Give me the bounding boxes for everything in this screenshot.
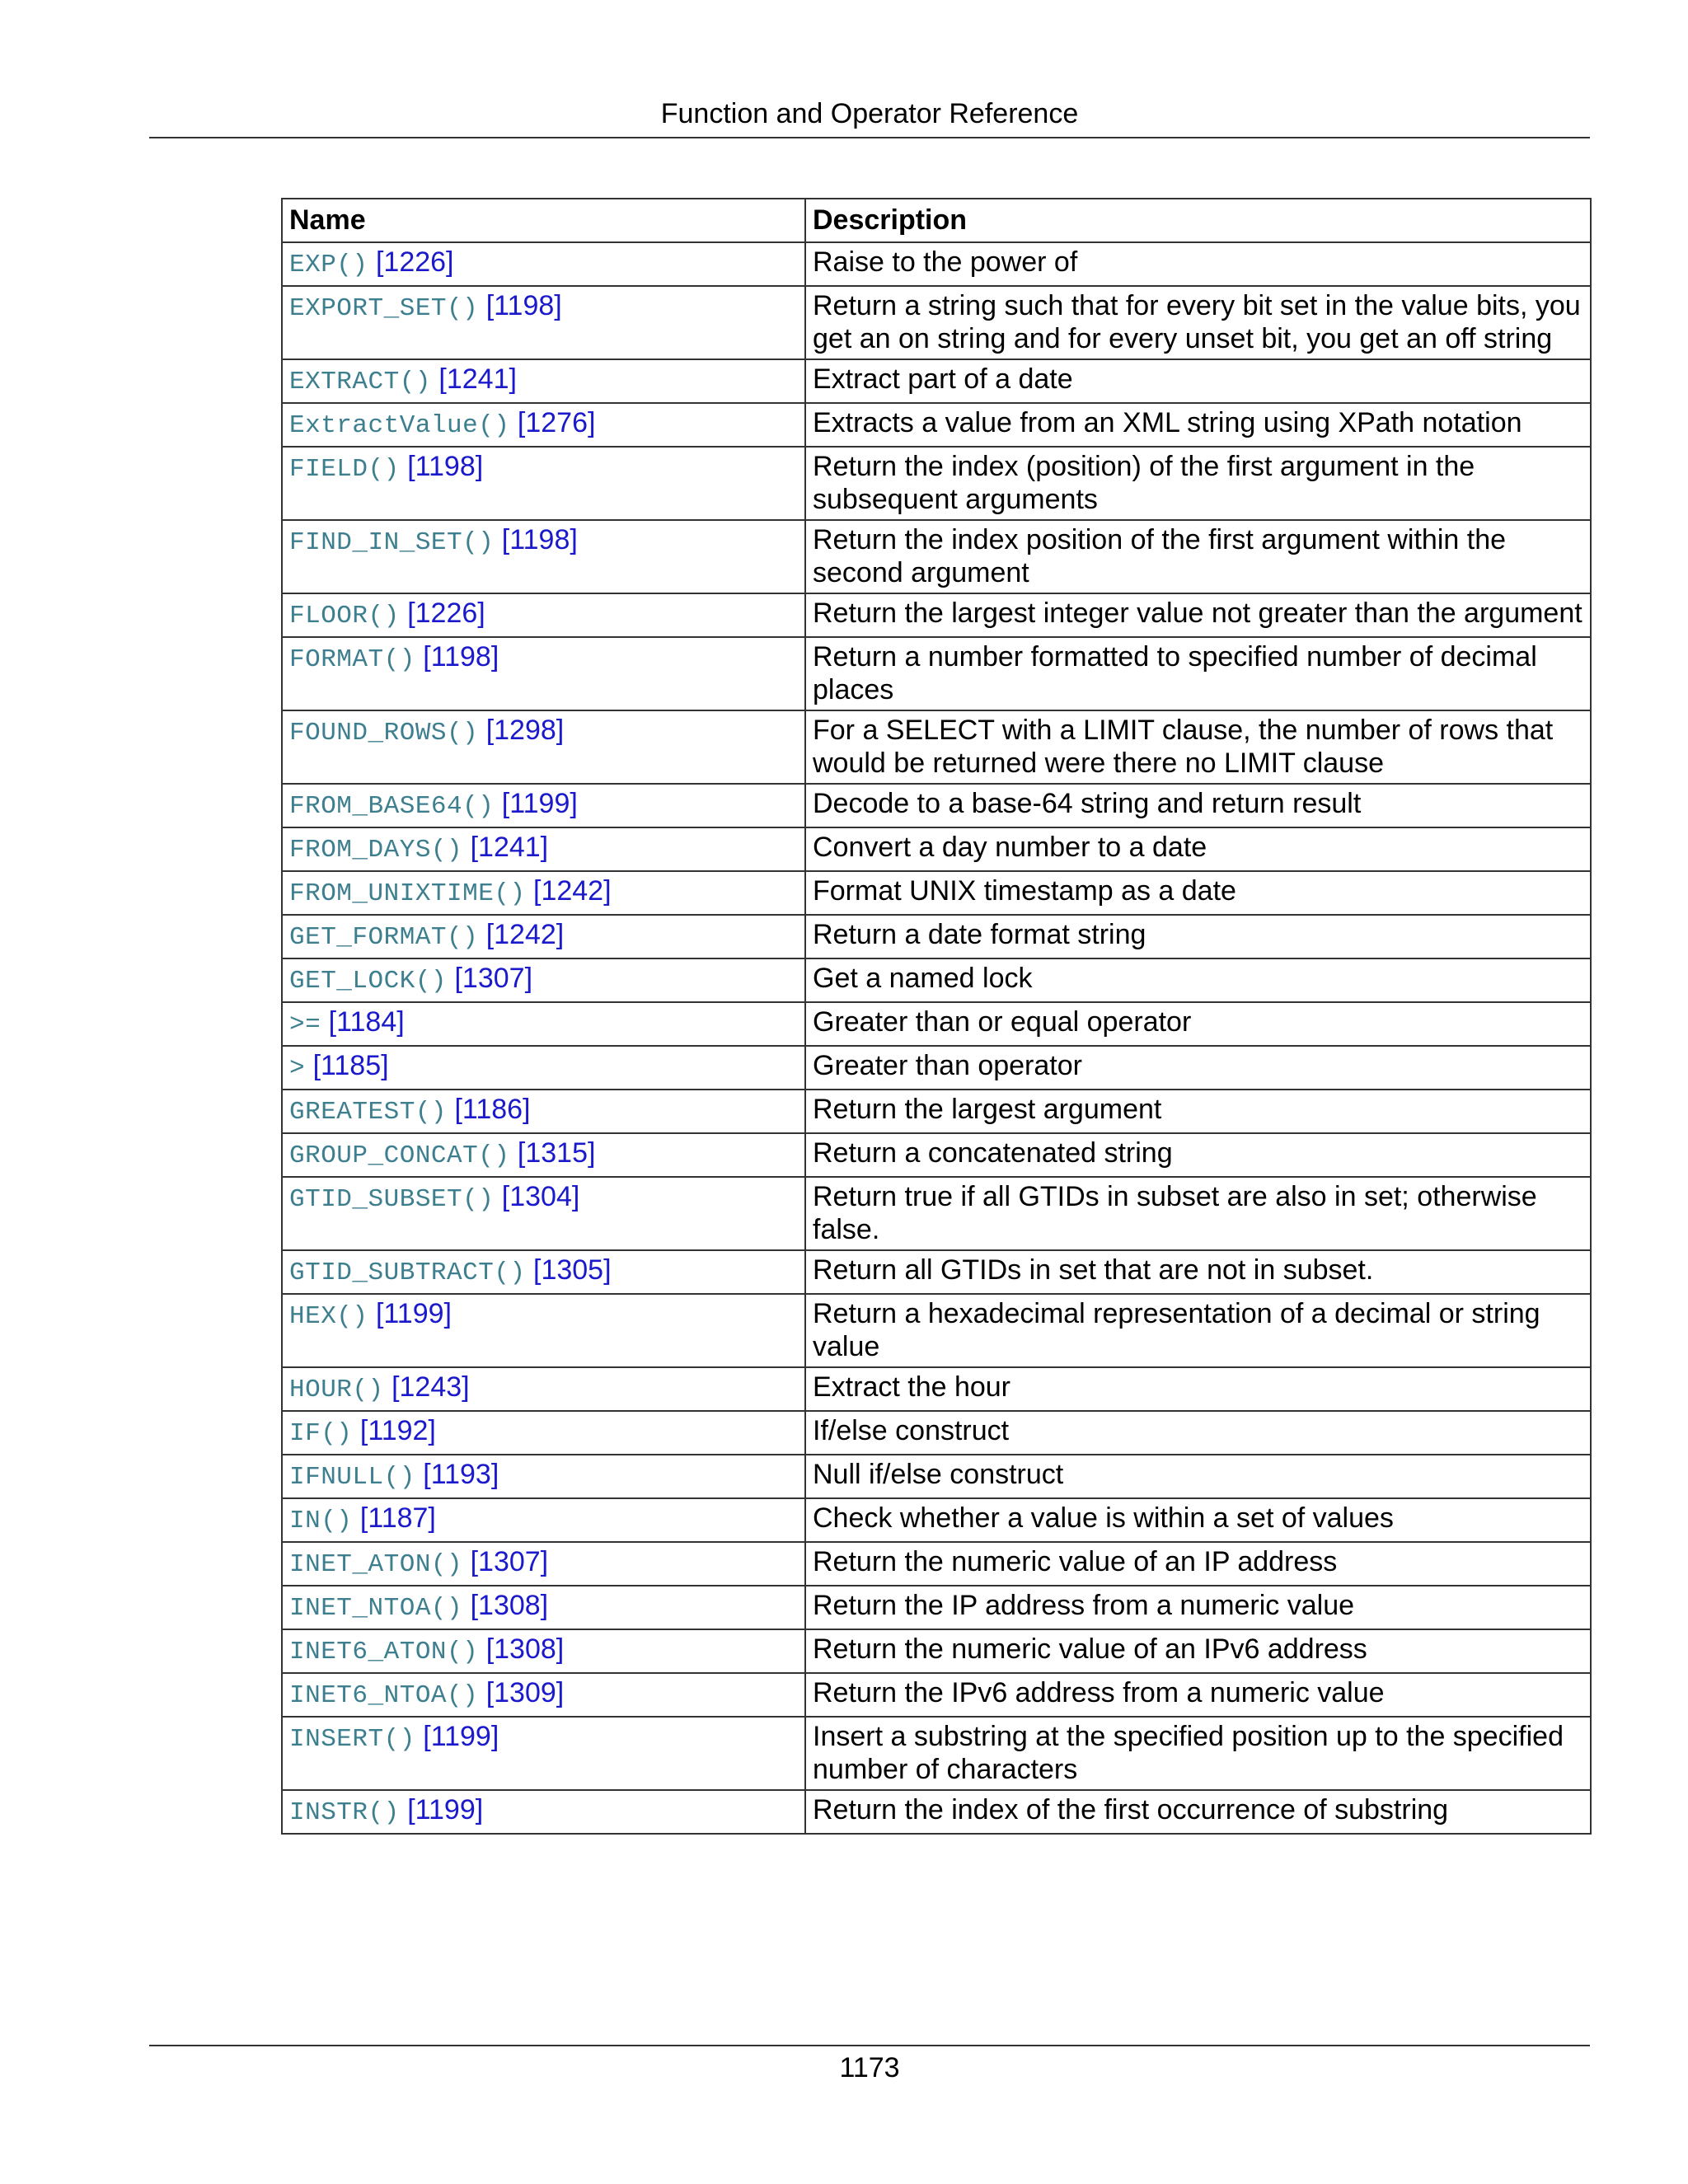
- page-reference-link[interactable]: [1307]: [454, 963, 533, 994]
- function-name-link[interactable]: IF(): [289, 1419, 353, 1448]
- page-reference-link[interactable]: [1315]: [517, 1137, 596, 1169]
- function-name-link[interactable]: INET_NTOA(): [289, 1594, 463, 1623]
- name-cell: [282, 1250, 805, 1294]
- page-reference-link[interactable]: [1198]: [407, 451, 484, 482]
- description-cell: For a SELECT with a LIMIT clause, the number of rows that would be returned were there no LIMIT clause: [805, 710, 1591, 784]
- function-name-link[interactable]: GREATEST(): [289, 1098, 448, 1127]
- function-name-link[interactable]: FROM_DAYS(): [289, 836, 463, 865]
- table-row: [282, 1090, 1591, 1133]
- function-name-link[interactable]: >=: [289, 1010, 321, 1039]
- description-cell: Convert a day number to a date: [805, 827, 1591, 871]
- description-cell: Decode to a base-64 string and return result: [805, 784, 1591, 827]
- name-cell: [282, 710, 805, 784]
- function-name-link[interactable]: FROM_BASE64(): [289, 792, 495, 821]
- description-cell: Return the largest argument: [805, 1090, 1591, 1133]
- table-row: [282, 286, 1591, 359]
- page-reference-link[interactable]: [1198]: [501, 524, 578, 555]
- page-reference-link[interactable]: [1187]: [359, 1502, 436, 1534]
- description-cell: Return a number formatted to specified number of decimal places: [805, 637, 1591, 710]
- function-name-link[interactable]: GTID_SUBSET(): [289, 1185, 495, 1214]
- page-reference-link[interactable]: [1307]: [470, 1546, 549, 1577]
- name-cell: [282, 637, 805, 710]
- name-cell: [282, 1133, 805, 1177]
- name-cell: [282, 915, 805, 958]
- function-name-link[interactable]: ExtractValue(): [289, 411, 510, 440]
- page-reference-link[interactable]: [1298]: [485, 715, 565, 746]
- table-header-row: [282, 199, 1591, 242]
- function-name-link[interactable]: INSTR(): [289, 1798, 400, 1827]
- description-cell: Return the index of the first occurrence of substring: [805, 1790, 1591, 1834]
- description-cell: Return the IPv6 address from a numeric value: [805, 1673, 1591, 1717]
- table-row: [282, 593, 1591, 637]
- name-cell: [282, 958, 805, 1002]
- page-reference-link[interactable]: [1199]: [375, 1298, 452, 1329]
- name-cell: [282, 784, 805, 827]
- page-reference-link[interactable]: [1308]: [485, 1633, 565, 1665]
- description-cell: Get a named lock: [805, 958, 1591, 1002]
- description-cell: Format UNIX timestamp as a date: [805, 871, 1591, 915]
- table-row: [282, 403, 1591, 447]
- function-name-link[interactable]: GET_LOCK(): [289, 967, 448, 996]
- table-row: [282, 520, 1591, 593]
- page-reference-link[interactable]: [1198]: [485, 290, 562, 321]
- function-name-link[interactable]: GTID_SUBTRACT(): [289, 1258, 526, 1287]
- description-cell: Return the IP address from a numeric value: [805, 1586, 1591, 1629]
- table-row: [282, 827, 1591, 871]
- table-row: [282, 1133, 1591, 1177]
- function-name-link[interactable]: IFNULL(): [289, 1463, 415, 1492]
- page-reference-link[interactable]: [1308]: [470, 1590, 549, 1621]
- table-row: [282, 958, 1591, 1002]
- table-row: [282, 784, 1591, 827]
- table-row: [282, 637, 1591, 710]
- page-reference-link[interactable]: [1309]: [485, 1677, 565, 1708]
- page-header: [149, 92, 1590, 138]
- page-number: 1173: [839, 2052, 900, 2083]
- name-cell: [282, 1673, 805, 1717]
- table-row: [282, 359, 1591, 403]
- function-name-link[interactable]: GROUP_CONCAT(): [289, 1141, 510, 1170]
- page-reference-link[interactable]: [1305]: [533, 1254, 612, 1286]
- name-cell: [282, 1046, 805, 1090]
- name-cell: [282, 1411, 805, 1455]
- name-cell: [282, 871, 805, 915]
- table-row: [282, 1498, 1591, 1542]
- page-reference-link[interactable]: [1276]: [517, 407, 596, 438]
- description-cell: If/else construct: [805, 1411, 1591, 1455]
- name-cell: [282, 1586, 805, 1629]
- description-cell: Return the numeric value of an IP address: [805, 1542, 1591, 1586]
- function-name-link[interactable]: >: [289, 1054, 306, 1083]
- table-row: [282, 1673, 1591, 1717]
- description-cell: Extracts a value from an XML string using XPath notation: [805, 403, 1591, 447]
- name-cell: [282, 1367, 805, 1411]
- table-row: [282, 1367, 1591, 1411]
- function-reference-table: [281, 198, 1592, 1835]
- name-cell: [282, 1542, 805, 1586]
- page-reference-link[interactable]: [1242]: [485, 919, 565, 950]
- name-cell: [282, 1629, 805, 1673]
- function-name-link[interactable]: HEX(): [289, 1302, 368, 1331]
- function-name-link[interactable]: INET6_NTOA(): [289, 1681, 479, 1710]
- function-name-link[interactable]: GET_FORMAT(): [289, 923, 479, 952]
- page-reference-link[interactable]: [1198]: [423, 641, 499, 673]
- description-cell: Return a date format string: [805, 915, 1591, 958]
- name-cell: [282, 1294, 805, 1367]
- description-cell: Greater than operator: [805, 1046, 1591, 1090]
- description-cell: Return all GTIDs in set that are not in subset.: [805, 1250, 1591, 1294]
- function-name-link[interactable]: FORMAT(): [289, 645, 415, 674]
- name-cell: [282, 1498, 805, 1542]
- name-cell: [282, 1090, 805, 1133]
- table-row: [282, 1542, 1591, 1586]
- function-name-link[interactable]: INET6_ATON(): [289, 1638, 479, 1666]
- table-row: [282, 1177, 1591, 1250]
- name-cell: [282, 1002, 805, 1046]
- description-cell: Return true if all GTIDs in subset are also in set; otherwise false.: [805, 1177, 1591, 1250]
- table-row: [282, 447, 1591, 520]
- table-row: [282, 1629, 1591, 1673]
- page-reference-link[interactable]: [1193]: [423, 1459, 499, 1490]
- function-name-link[interactable]: EXTRACT(): [289, 368, 431, 396]
- column-header-description: Description: [805, 199, 1591, 242]
- description-cell: Extract part of a date: [805, 359, 1591, 403]
- table-row: [282, 1717, 1591, 1790]
- table-row: [282, 710, 1591, 784]
- table-row: [282, 1455, 1591, 1498]
- table-row: [282, 1294, 1591, 1367]
- name-cell: [282, 1177, 805, 1250]
- name-cell: [282, 1717, 805, 1790]
- description-cell: Extract the hour: [805, 1367, 1591, 1411]
- function-name-link[interactable]: FOUND_ROWS(): [289, 719, 479, 748]
- page-reference-link[interactable]: [1304]: [501, 1181, 580, 1212]
- function-name-link[interactable]: INSERT(): [289, 1725, 415, 1754]
- table-row: [282, 1250, 1591, 1294]
- name-cell: [282, 593, 805, 637]
- table-body: [282, 242, 1591, 1834]
- page-title: Function and Operator Reference: [660, 98, 1079, 129]
- table-row: [282, 915, 1591, 958]
- table-row: [282, 1586, 1591, 1629]
- function-name-link[interactable]: EXPORT_SET(): [289, 294, 479, 323]
- column-header-name: Name: [282, 199, 805, 242]
- name-cell: [282, 520, 805, 593]
- function-name-link[interactable]: EXP(): [289, 251, 368, 279]
- function-name-link[interactable]: FLOOR(): [289, 602, 400, 630]
- page-reference-link[interactable]: [1242]: [533, 875, 612, 907]
- table-row: [282, 1790, 1591, 1834]
- page-reference-link[interactable]: [1226]: [407, 598, 485, 629]
- function-name-link[interactable]: INET_ATON(): [289, 1550, 463, 1579]
- description-cell: Return a hexadecimal representation of a decimal or string value: [805, 1294, 1591, 1367]
- function-name-link[interactable]: HOUR(): [289, 1376, 384, 1404]
- description-cell: Return the index (position) of the first argument in the subsequent arguments: [805, 447, 1591, 520]
- description-cell: Return a string such that for every bit set in the value bits, you get an on string and for every unset bit, you get an off string: [805, 286, 1591, 359]
- page-reference-link[interactable]: [1186]: [454, 1094, 531, 1125]
- description-cell: Greater than or equal operator: [805, 1002, 1591, 1046]
- description-cell: Insert a substring at the specified position up to the specified number of characters: [805, 1717, 1591, 1790]
- page-reference-link[interactable]: [1199]: [501, 788, 578, 819]
- name-cell: [282, 447, 805, 520]
- page-reference-link[interactable]: [1199]: [407, 1794, 484, 1825]
- description-cell: Check whether a value is within a set of values: [805, 1498, 1591, 1542]
- name-cell: [282, 403, 805, 447]
- page-reference-link[interactable]: [1199]: [423, 1721, 499, 1752]
- name-cell: [282, 827, 805, 871]
- description-cell: Null if/else construct: [805, 1455, 1591, 1498]
- name-cell: [282, 1790, 805, 1834]
- page-reference-link[interactable]: [1184]: [328, 1006, 405, 1038]
- table-row: [282, 1411, 1591, 1455]
- page-reference-link[interactable]: [1185]: [312, 1050, 389, 1081]
- name-cell: [282, 286, 805, 359]
- function-name-link[interactable]: FIELD(): [289, 455, 400, 484]
- page-reference-link[interactable]: [1241]: [438, 363, 517, 395]
- description-cell: Return the index position of the first argument within the second argument: [805, 520, 1591, 593]
- page-reference-link[interactable]: [1192]: [359, 1415, 436, 1446]
- name-cell: [282, 242, 805, 286]
- function-name-link[interactable]: IN(): [289, 1507, 353, 1535]
- table-row: [282, 1046, 1591, 1090]
- table-row: [282, 871, 1591, 915]
- description-cell: Raise to the power of: [805, 242, 1591, 286]
- table-row: [282, 242, 1591, 286]
- footer-divider: [149, 2045, 1590, 2046]
- page-reference-link[interactable]: [1241]: [470, 832, 549, 863]
- name-cell: [282, 359, 805, 403]
- page-reference-link[interactable]: [1243]: [392, 1371, 470, 1403]
- description-cell: Return the numeric value of an IPv6 address: [805, 1629, 1591, 1673]
- page-reference-link[interactable]: [1226]: [375, 246, 454, 278]
- function-name-link[interactable]: FIND_IN_SET(): [289, 528, 495, 557]
- function-name-link[interactable]: FROM_UNIXTIME(): [289, 879, 526, 908]
- description-cell: Return the largest integer value not greater than the argument: [805, 593, 1591, 637]
- description-cell: Return a concatenated string: [805, 1133, 1591, 1177]
- name-cell: [282, 1455, 805, 1498]
- table-row: [282, 1002, 1591, 1046]
